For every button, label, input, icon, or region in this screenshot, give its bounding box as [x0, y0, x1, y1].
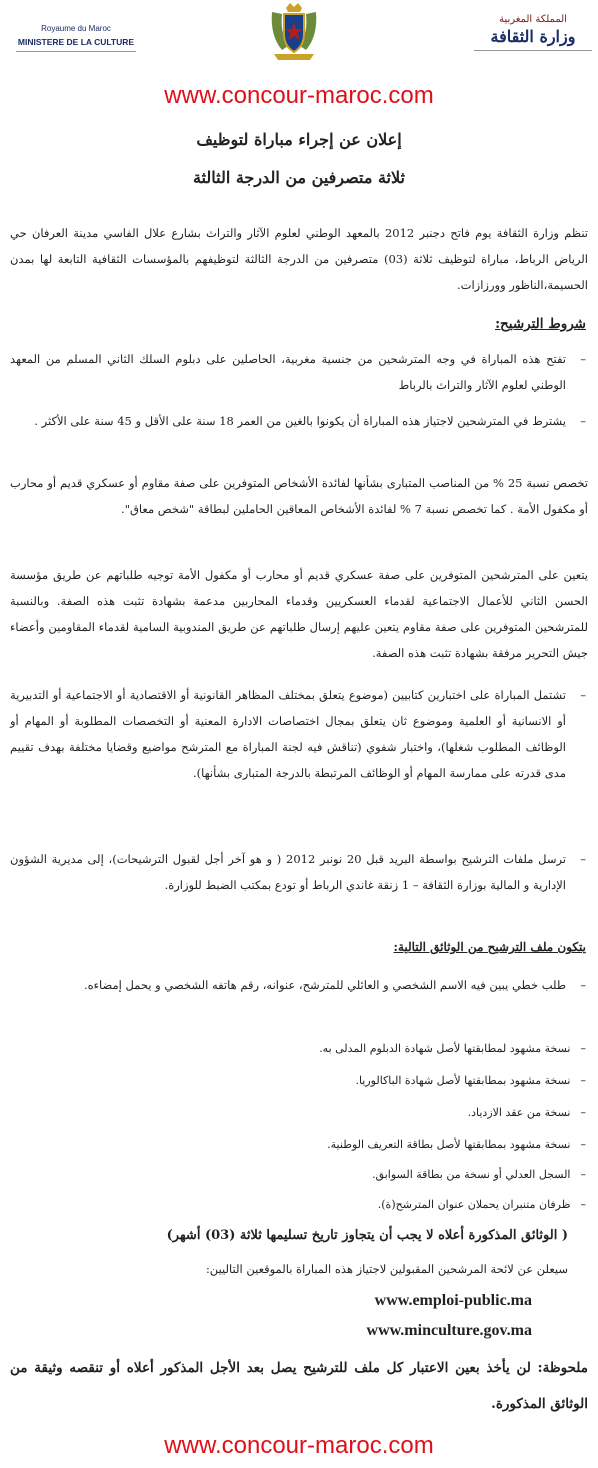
- header-divider: [474, 50, 592, 51]
- announcement-text: سيعلن عن لائحة المرشحين المقبولين لاجتياز هذه المباراة بالموقعين التاليين:: [205, 1262, 568, 1276]
- documents-heading: يتكون ملف الترشيح من الوثائق التالية:: [393, 940, 586, 954]
- kingdom-label-ar: المملكة المغربية: [499, 14, 567, 25]
- exam-item: [10, 682, 588, 786]
- condition-item: [10, 346, 588, 398]
- ministry-header-ar: [474, 14, 592, 51]
- header-divider: [16, 51, 136, 52]
- submission-text: ترسل ملفات الترشيح بواسطة البريد قبل 20 نونبر 2012 ( و هو آخر أجل لقبول الترشيحات)، إلى مديرية الشؤون الإدارية و المالية بوزارة الثقافة – 1 زنقة غاندي الرباط أو تودع بمكتب الضبط للوزارة.: [10, 852, 566, 892]
- bullet-dash: –: [580, 352, 586, 366]
- condition-text: يشترط في المترشحين لاجتياز هذه المباراة أن يكونوا بالغين من العمر 18 سنة على الأقل و 45 سنة على الأكثر .: [34, 414, 566, 428]
- site-watermark-bottom: www.concour-maroc.com: [164, 1432, 434, 1459]
- bullet-dash: –: [580, 688, 586, 702]
- site-watermark-top: www.concour-maroc.com: [164, 82, 434, 109]
- condition-item: [10, 408, 588, 434]
- url-emploi-public[interactable]: www.emploi-public.ma: [374, 1292, 532, 1309]
- document-text: نسخة من عقد الازدياد.: [467, 1106, 571, 1119]
- document-text: نسخة مشهود لمطابقتها لأصل شهادة الدبلوم المدلى به.: [319, 1042, 571, 1055]
- ministry-label-ar: وزارة الثقافة: [490, 27, 576, 46]
- document-text: ظرفان متنبران يحملان عنوان المترشح(ة).: [377, 1198, 571, 1211]
- bullet-dash: –: [580, 1074, 586, 1087]
- bullet-dash: –: [580, 414, 586, 428]
- veterans-paragraph: يتعين على المترشحين المتوفرين على صفة عسكري قديم أو محارب أو مكفول الأمة توجيه طلباتهم عن طريق مؤسسة الحسن الثاني للأعمال الاجتماعية لقدماء العسكريين وقدماء المحاربين مدعمة بشهادة تثبت هذه الصفة. وبالنسبة للمترشحين المتوفرين على صفة مقاوم يتعين عليهم إرسال طلباتهم عن طريق المندوبية السامية لقدماء المقاومين وأعضاء جيش التحرير مرفقة بشهادة تثبت هذه الصفة.: [10, 568, 588, 660]
- document-text: نسخة مشهود بمطابقتها لأصل بطاقة التعريف الوطنية.: [327, 1138, 571, 1151]
- document-item: [372, 1168, 586, 1181]
- document-item: [327, 1138, 586, 1151]
- document-item: [355, 1074, 586, 1087]
- ministry-header-fr: [6, 24, 146, 52]
- bullet-dash: –: [580, 852, 586, 866]
- exam-text: تشتمل المباراة على اختبارين كتابيين (موضوع يتعلق بمختلف المظاهر القانونية أو الاقتصادية أو الاجتماعية أو التدبيرية أو الانسانية أو العلمية وموضوع ثان يتعلق بمجال اختصاصات الادارة المعنية أو التخصصات المطلوبة أو المهام أو الوظائف المطلوب شغلها)، واختبار شفوي (تناقش فيه لجنة المباراة مع المترشح مواضيع وقضايا مختلفة بهدف تقييم مدى قدرته على ممارسة المهام أو الوظائف المرتبطة بالدرجة المتبارى بشأنها).: [10, 688, 566, 780]
- document-item: [378, 1198, 586, 1211]
- document-text: السجل العدلي أو نسخة من بطاقة السوابق.: [372, 1168, 571, 1181]
- page-title: إعلان عن إجراء مباراة لتوظيف: [196, 130, 402, 149]
- document-text: طلب خطي يبين فيه الاسم الشخصي و العائلي للمترشح، عنوانه، رقم هاتفه الشخصي و يحمل إمضاءه.: [83, 978, 566, 992]
- intro-paragraph: تنظم وزارة الثقافة يوم فاتح دجنبر 2012 بالمعهد الوطني لعلوم الآثار والتراث بشارع علال الفاسي مدينة العرفان حي الرياض الرباط، مباراة لتوظيف ثلاثة (03) متصرفين من الدرجة الثالثة لتوظيفهم بالمؤسسات الثقافية التابعة لها بمدن الحسيمة،الناظور وورزازات.: [10, 226, 588, 292]
- bullet-dash: –: [580, 978, 586, 992]
- page-subtitle: ثلاثة متصرفين من الدرجة الثالثة: [192, 168, 406, 187]
- document-text: نسخة مشهود بمطابقتها لأصل شهادة الباكالوريا.: [355, 1074, 571, 1087]
- bullet-dash: –: [580, 1106, 586, 1119]
- submission-item: [10, 846, 588, 898]
- document-item: [319, 1042, 586, 1055]
- note-paragraph: ملحوظة: لن يأخذ بعين الاعتبار كل ملف للترشيح يصل بعد الأجل المذكور أعلاه أو تنقصه وثيقة من الوثائق المذكورة.: [10, 1360, 588, 1412]
- url-minculture[interactable]: www.minculture.gov.ma: [366, 1322, 532, 1339]
- bullet-dash: –: [580, 1042, 586, 1055]
- kingdom-label-fr: Royaume du Maroc: [41, 24, 111, 33]
- validity-notice: ( الوثائق المذكورة أعلاه لا يجب أن يتجاوز تاريخ تسليمها ثلاثة (03) أشهر): [166, 1228, 568, 1243]
- quota-paragraph: تخصص نسبة 25 % من المناصب المتبارى بشأنها لفائدة الأشخاص المتوفرين على صفة مقاوم أو عسكري قديم أو محارب أو مكفول الأمة . كما تخصص نسبة 7 % لفائدة الأشخاص المعاقين الحاملين لبطاقة "شخص معاق".: [10, 476, 588, 516]
- bullet-dash: –: [580, 1138, 586, 1151]
- bullet-dash: –: [580, 1168, 586, 1181]
- document-item: [10, 972, 588, 998]
- bullet-dash: –: [580, 1198, 586, 1211]
- conditions-heading: شروط الترشيح:: [495, 316, 586, 332]
- royal-coat-of-arms-icon: [262, 2, 326, 64]
- condition-text: تفتح هذه المباراة في وجه المترشحين من جنسية مغربية، الحاصلين على دبلوم السلك الثاني المسلم من المعهد الوطني لعلوم الآثار والتراث بالرباط: [10, 352, 566, 392]
- ministry-label-fr: MINISTERE DE LA CULTURE: [17, 37, 135, 47]
- document-item: [468, 1106, 586, 1119]
